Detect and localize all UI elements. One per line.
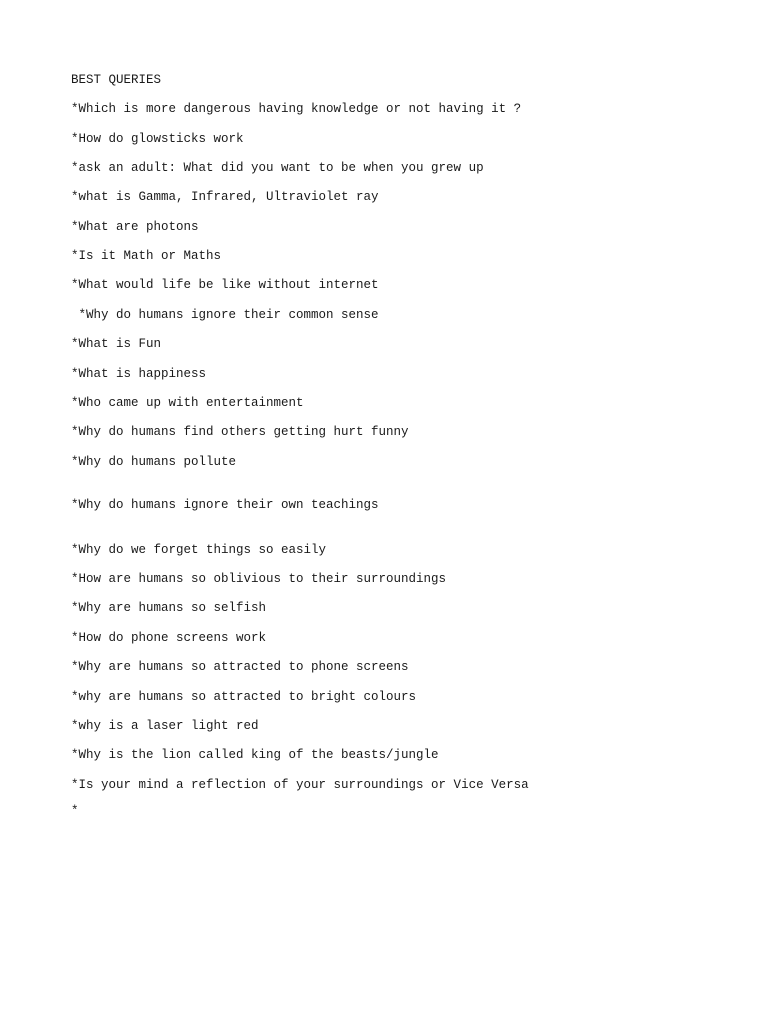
query-item: *Why is the lion called king of the beasts/jungle [71, 748, 439, 762]
query-item: *why is a laser light red [71, 719, 259, 733]
query-item: *Why do humans ignore their common sense [71, 308, 379, 322]
document-title: BEST QUERIES [71, 73, 162, 87]
query-item: *Why do humans find others getting hurt funny [71, 425, 409, 439]
query-item: *What is Fun [71, 337, 162, 351]
query-item: *Is your mind a reflection of your surroundings or Vice Versa [71, 778, 529, 792]
query-item: *Why do humans pollute [71, 455, 237, 469]
query-item: *How do phone screens work [71, 631, 267, 645]
query-item: *How do glowsticks work [71, 132, 244, 146]
query-item: *What would life be like without internet [71, 278, 379, 292]
query-item: * [71, 804, 79, 818]
query-item: *Which is more dangerous having knowledge or not having it ? [71, 102, 522, 116]
query-item: *ask an adult: What did you want to be when you grew up [71, 161, 484, 175]
query-item: *why are humans so attracted to bright colours [71, 690, 417, 704]
query-item: *Who came up with entertainment [71, 396, 304, 410]
query-item: *What is happiness [71, 367, 207, 381]
query-item: *How are humans so oblivious to their surroundings [71, 572, 447, 586]
query-item: *what is Gamma, Infrared, Ultraviolet ray [71, 190, 379, 204]
query-item: *Why are humans so selfish [71, 601, 267, 615]
query-item: *Why are humans so attracted to phone screens [71, 660, 409, 674]
query-item: *What are photons [71, 220, 199, 234]
query-item: *Why do humans ignore their own teachings [71, 498, 379, 512]
query-item: *Why do we forget things so easily [71, 543, 327, 557]
query-item: *Is it Math or Maths [71, 249, 222, 263]
